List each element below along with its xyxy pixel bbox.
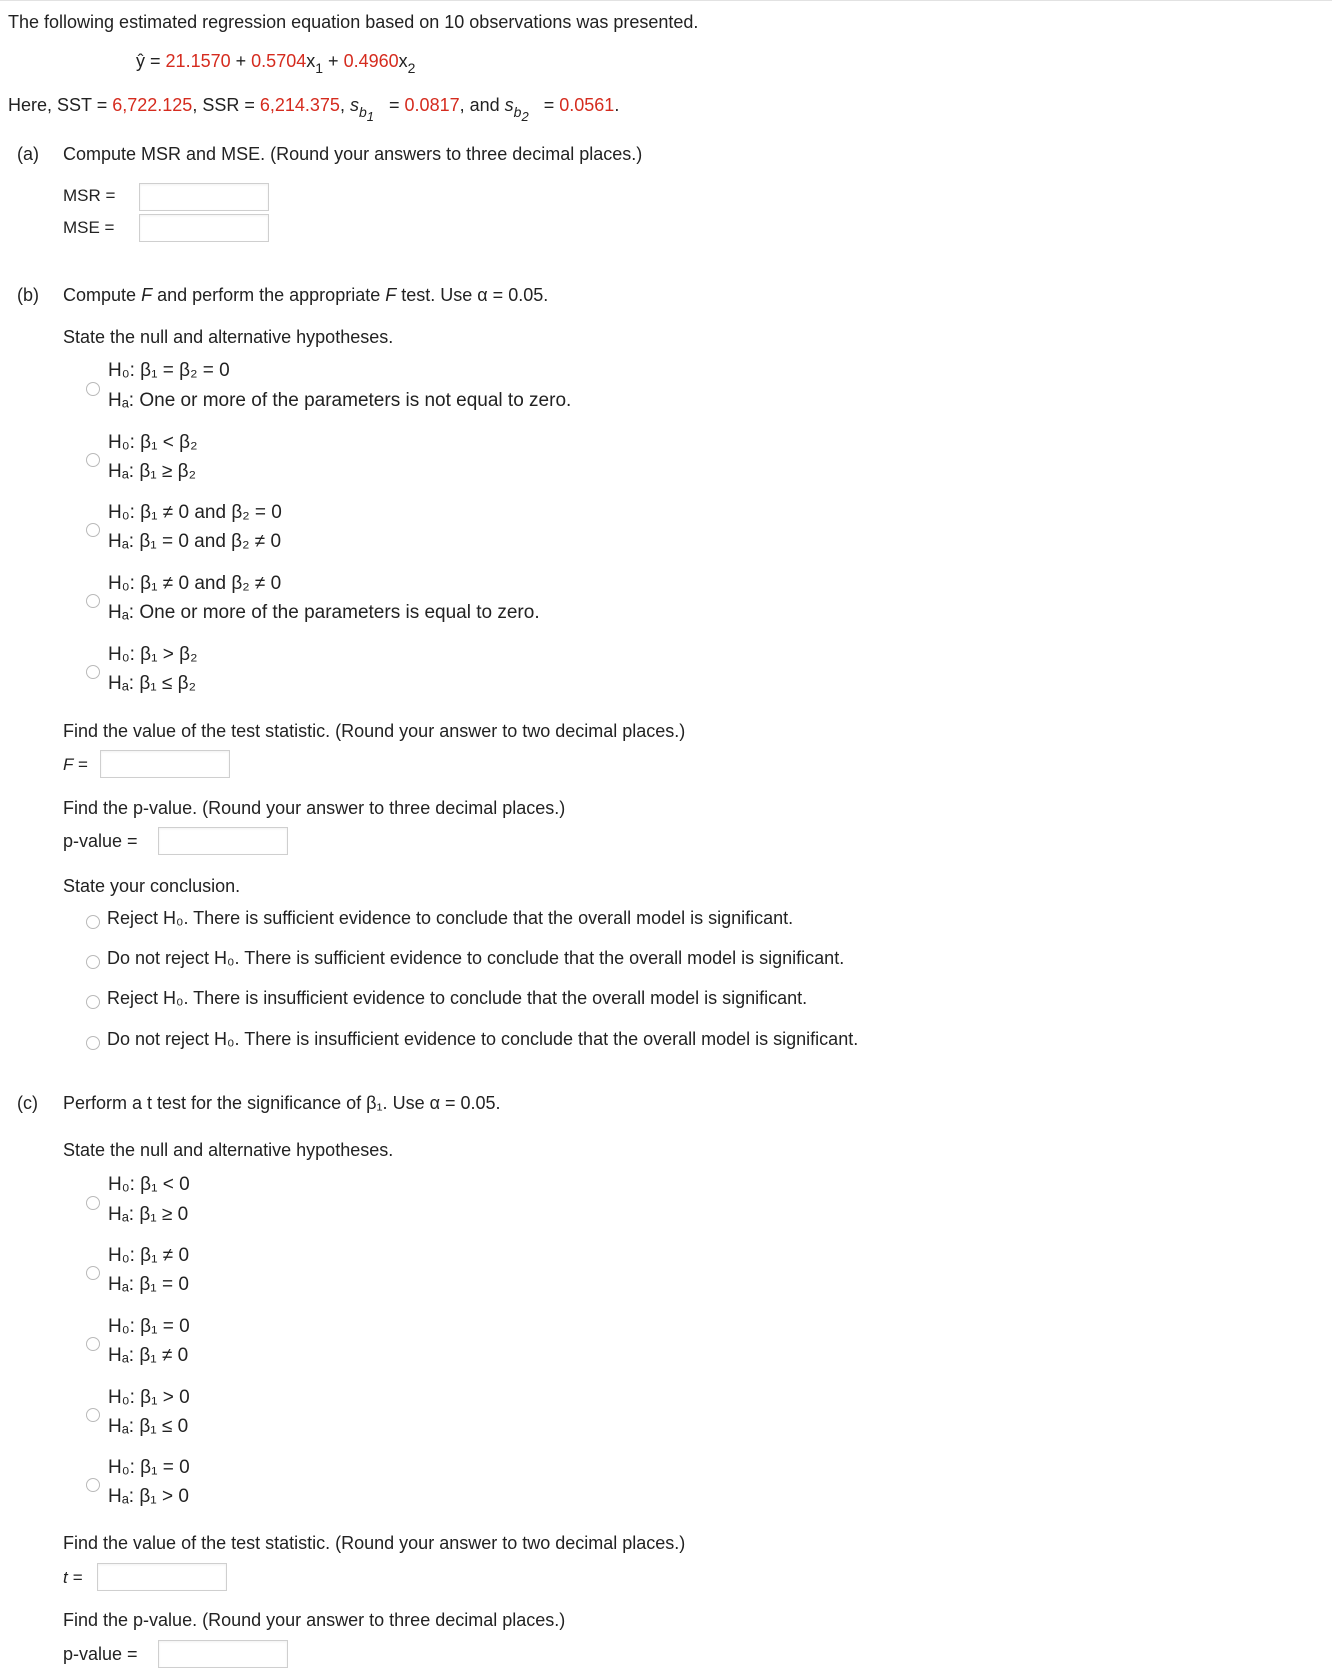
msr-label: MSR = [63, 186, 116, 205]
mse-input[interactable] [139, 214, 269, 242]
c-hyp-4-ha: Hₐ: β₁ > 0 [108, 1486, 189, 1507]
radio-c-hyp-2[interactable] [86, 1337, 100, 1351]
c-hyp-0-ha: Hₐ: β₁ ≥ 0 [108, 1204, 189, 1225]
c-hyp-4-h0: H₀: β₁ = 0 [108, 1457, 190, 1478]
radio-c-hyp-0[interactable] [86, 1196, 100, 1210]
part-b-label: (b) [17, 285, 39, 305]
c-p-prompt: Find the p-value. (Round your answer to three decimal places.) [63, 1610, 566, 1630]
part-c-label: (c) [17, 1093, 38, 1113]
radio-c-hyp-1[interactable] [86, 1266, 100, 1280]
c-hyp-3-ha: Hₐ: β₁ ≤ 0 [108, 1416, 189, 1437]
equals-sign: = [389, 95, 400, 115]
b-hyp-2-h0: H₀: β₁ ≠ 0 and β₂ = 0 [108, 502, 282, 523]
period: . [614, 95, 620, 115]
c-hyp-1-h0: H₀: β₁ ≠ 0 [108, 1245, 190, 1266]
sb2-b: b [513, 104, 522, 120]
b-p-label: p-value = [63, 831, 138, 851]
b-concl-3: Do not reject H₀. There is insufficient evidence to conclude that the overall model is significant. [107, 1029, 859, 1049]
b-hyp-4-h0: H₀: β₁ > β₂ [108, 644, 198, 665]
part-b-prompt [63, 285, 548, 306]
radio-b-concl-2[interactable] [86, 995, 100, 1009]
radio-b-concl-3[interactable] [86, 1036, 100, 1050]
part-a-prompt: Compute MSR and MSE. (Round your answers to three decimal places.) [63, 144, 643, 164]
prompt-mid: and perform the appropriate [157, 285, 381, 305]
part-c-state: State the null and alternative hypotheses. [63, 1140, 394, 1160]
equals-sign: = [543, 95, 555, 115]
radio-b-hyp-4[interactable] [86, 665, 100, 679]
c-p-value-input[interactable] [158, 1640, 288, 1668]
radio-b-concl-1[interactable] [86, 955, 100, 969]
b-hyp-1-h0: H₀: β₁ < β₂ [108, 432, 198, 453]
given-values [8, 95, 620, 124]
x2-subscript: 2 [407, 60, 416, 76]
radio-b-concl-0[interactable] [86, 915, 100, 929]
sb1-symbol: s [349, 95, 359, 115]
yhat-symbol: ŷ [136, 51, 145, 71]
c-hyp-1-ha: Hₐ: β₁ = 0 [108, 1274, 189, 1295]
b-hyp-0-h0: H₀: β₁ = β₂ = 0 [108, 360, 230, 381]
t-label: t = [63, 1568, 83, 1587]
plus-sign: + [235, 51, 247, 71]
part-c-prompt: Perform a t test for the significance of β₁. Use α = 0.05. [63, 1093, 501, 1113]
sb1-b: b [358, 104, 367, 120]
prompt-pre: Compute [63, 285, 137, 305]
sb2-sub-digit: 2 [521, 109, 529, 124]
b-hyp-0-ha: Hₐ: One or more of the parameters is not equal to zero. [108, 390, 572, 411]
f-symbol: F [141, 285, 153, 305]
radio-c-hyp-3[interactable] [86, 1408, 100, 1422]
prompt-post: test. Use α = 0.05. [401, 285, 549, 305]
b-p-value-input[interactable] [158, 827, 288, 855]
f-input[interactable] [100, 750, 230, 778]
coef-x2-value: 0.4960 [343, 51, 399, 71]
c-hyp-0-h0: H₀: β₁ < 0 [108, 1174, 190, 1195]
sb1-value: 0.0817 [404, 95, 460, 115]
sb2-symbol: s [504, 95, 514, 115]
b-concl-0: Reject H₀. There is sufficient evidence to conclude that the overall model is significant. [107, 908, 794, 928]
sb1-subscript [358, 104, 374, 124]
radio-b-hyp-3[interactable] [86, 594, 100, 608]
f-symbol: F [385, 285, 397, 305]
regression-equation [136, 51, 416, 76]
x1-var: x [306, 51, 316, 71]
sb1-sub-digit: 1 [366, 109, 374, 124]
sst-label: Here, SST = [8, 95, 108, 115]
sst-value: 6,722.125 [112, 95, 193, 115]
b-hyp-3-ha: Hₐ: One or more of the parameters is equal to zero. [108, 602, 540, 623]
sb2-value: 0.0561 [559, 95, 615, 115]
radio-c-hyp-4[interactable] [86, 1478, 100, 1492]
radio-b-hyp-0[interactable] [86, 382, 100, 396]
b-hyp-4-ha: Hₐ: β₁ ≤ β₂ [108, 673, 196, 694]
b-concl-2: Reject H₀. There is insufficient evidence to conclude that the overall model is significant. [107, 988, 808, 1008]
mse-label: MSE = [63, 218, 115, 237]
c-p-label: p-value = [63, 1644, 138, 1664]
equals-sign: = [150, 51, 161, 71]
part-b-state: State the null and alternative hypotheses. [63, 327, 394, 347]
b-hyp-1-ha: Hₐ: β₁ ≥ β₂ [108, 461, 196, 482]
b-concl-1: Do not reject H₀. There is sufficient evidence to conclude that the overall model is significant. [107, 948, 845, 968]
intro-text: The following estimated regression equation based on 10 observations was presented. [8, 12, 699, 32]
comma: , [339, 95, 345, 115]
radio-b-hyp-2[interactable] [86, 523, 100, 537]
coef-x1-value: 0.5704 [251, 51, 307, 71]
b-stat-prompt: Find the value of the test statistic. (Round your answer to two decimal places.) [63, 721, 686, 741]
t-input[interactable] [97, 1563, 227, 1591]
b-hyp-3-h0: H₀: β₁ ≠ 0 and β₂ ≠ 0 [108, 573, 282, 594]
ssr-label: , SSR = [192, 95, 255, 115]
part-a-label: (a) [17, 144, 39, 164]
plus-sign: + [328, 51, 339, 71]
b-p-prompt: Find the p-value. (Round your answer to three decimal places.) [63, 798, 566, 818]
top-border [0, 0, 1332, 7]
b-hyp-2-ha: Hₐ: β₁ = 0 and β₂ ≠ 0 [108, 531, 282, 552]
b-conclusion-prompt: State your conclusion. [63, 876, 241, 896]
c-hyp-2-ha: Hₐ: β₁ ≠ 0 [108, 1345, 189, 1366]
msr-input[interactable] [139, 183, 269, 211]
and-text: , and [459, 95, 500, 115]
radio-b-hyp-1[interactable] [86, 453, 100, 467]
f-label: F = [63, 755, 88, 774]
c-hyp-2-h0: H₀: β₁ = 0 [108, 1316, 190, 1337]
intercept-value: 21.1570 [165, 51, 231, 71]
x1-subscript: 1 [315, 60, 324, 76]
c-hyp-3-h0: H₀: β₁ > 0 [108, 1387, 190, 1408]
c-stat-prompt: Find the value of the test statistic. (Round your answer to two decimal places.) [63, 1533, 686, 1553]
ssr-value: 6,214.375 [259, 95, 340, 115]
sb2-subscript [513, 104, 529, 124]
x2-var: x [398, 51, 408, 71]
